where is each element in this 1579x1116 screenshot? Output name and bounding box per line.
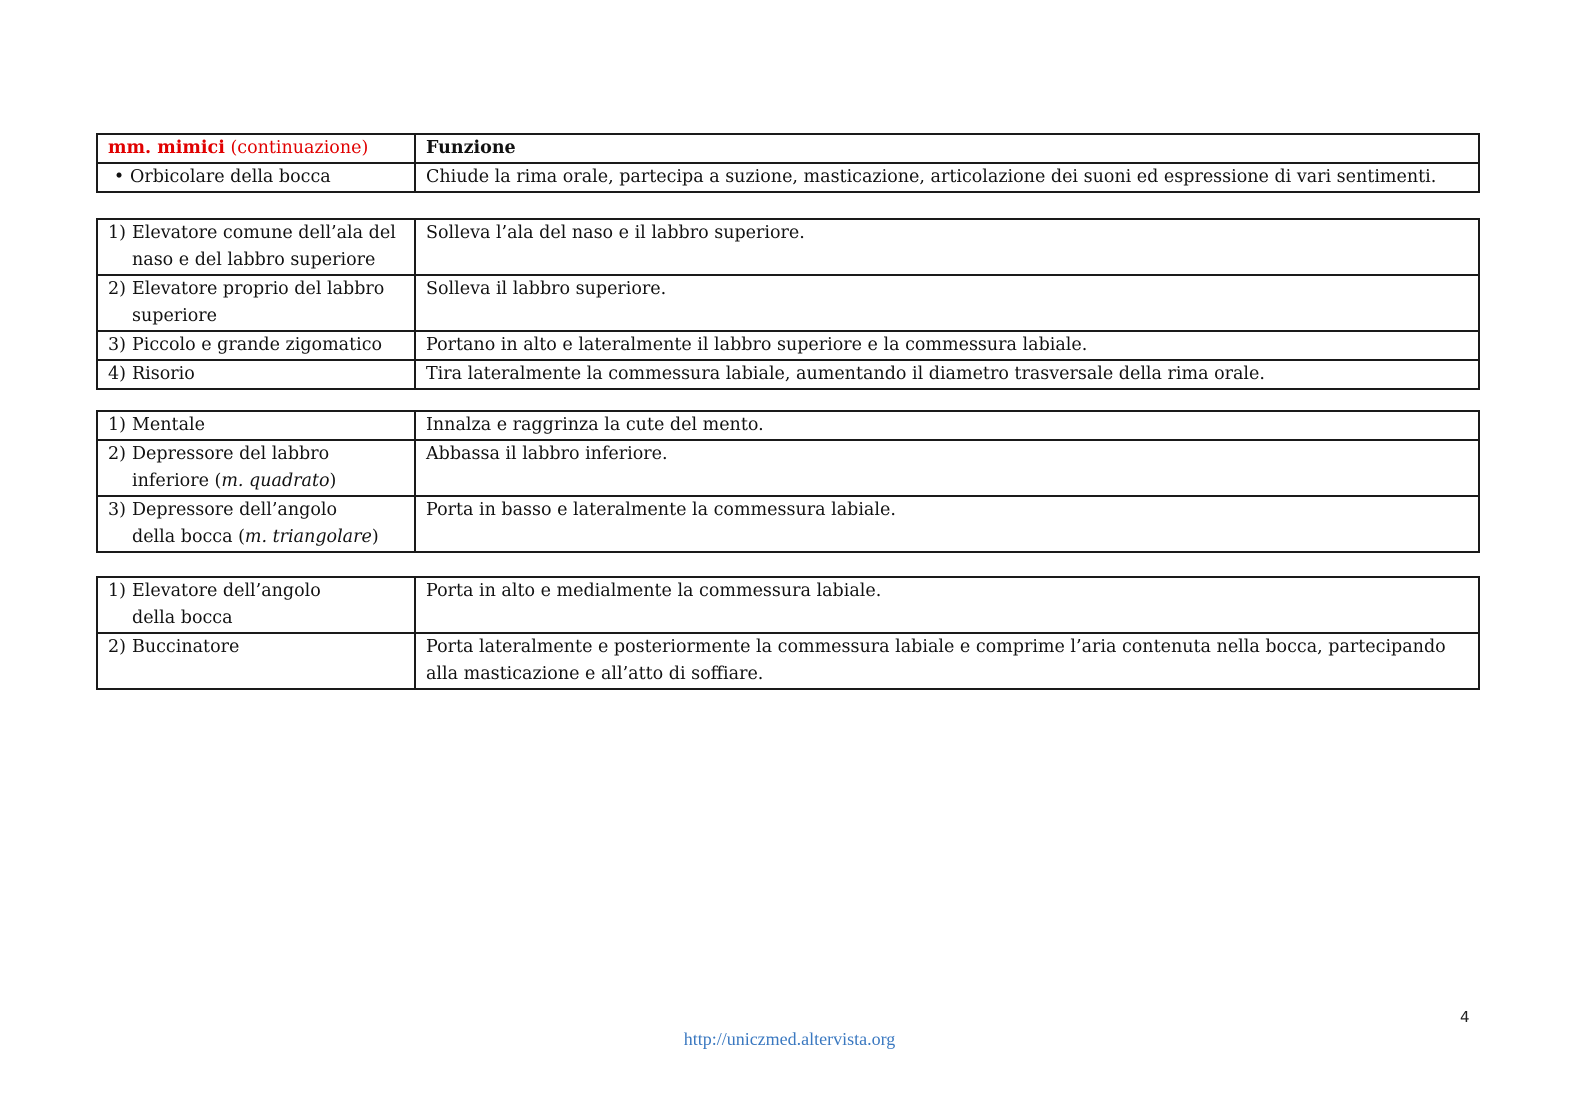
table-row [97, 496, 1479, 552]
function-text: Chiude la rima orale, partecipa a suzione, masticazione, articolazione dei suoni ed espressione di vari sentimenti. [426, 167, 1437, 187]
muscle-cell [97, 163, 415, 192]
muscle-group-heading [97, 134, 415, 163]
row-number: 2) [108, 444, 126, 464]
table-row [97, 360, 1479, 389]
muscle-name: Mentale [132, 415, 205, 435]
table-row [97, 331, 1479, 360]
table-row [97, 219, 1479, 275]
muscle-name: Depressore dell’angolo [132, 500, 337, 520]
function-heading-cell [415, 134, 1479, 163]
muscle-alias: m. quadrato [221, 471, 330, 491]
row-number: 4) [108, 364, 126, 384]
page-number: 4 [1460, 1008, 1470, 1026]
table-row [97, 577, 1479, 633]
function-cell [415, 411, 1479, 440]
function-text: Porta in alto e medialmente la commessura labiale. [426, 581, 882, 601]
table-row [97, 440, 1479, 496]
function-text: Porta in basso e lateralmente la commessura labiale. [426, 500, 896, 520]
muscle-alias: m. triangolare [244, 527, 372, 547]
function-text: Portano in alto e lateralmente il labbro superiore e la commessura labiale. [426, 335, 1088, 355]
muscle-cell [97, 440, 415, 496]
row-number: 3) [108, 335, 126, 355]
function-cell [415, 219, 1479, 275]
muscle-name: Buccinatore [132, 637, 240, 657]
muscle-name-continued: naso e del labbro superiore [132, 250, 376, 270]
row-number: 3) [108, 500, 126, 520]
muscle-name: Risorio [132, 364, 195, 384]
muscle-name-continued: della bocca [132, 608, 233, 628]
row-number: 2) [108, 637, 126, 657]
muscle-name-continued: superiore [132, 306, 218, 326]
muscle-cell [97, 633, 415, 689]
muscle-name-close: ) [329, 471, 337, 491]
function-cell [415, 633, 1479, 689]
muscle-cell [97, 411, 415, 440]
muscle-cell [97, 496, 415, 552]
row-number: 1) [108, 223, 126, 243]
function-cell [415, 577, 1479, 633]
muscle-name-part: della bocca ( [132, 527, 245, 547]
muscle-cell [97, 275, 415, 331]
upper-lip-table [96, 218, 1480, 390]
muscle-name-part: inferiore ( [132, 471, 222, 491]
muscle-name-close: ) [371, 527, 379, 547]
function-cell [415, 163, 1479, 192]
lower-lip-table [96, 410, 1480, 553]
muscle-name: Elevatore dell’angolo [132, 581, 321, 601]
mouth-angle-table [96, 576, 1480, 690]
footer-link[interactable]: http://uniczmed.altervista.org [683, 1029, 896, 1049]
muscle-group-title: mm. mimici [108, 138, 225, 158]
table-row [97, 275, 1479, 331]
muscle-cell [97, 331, 415, 360]
muscle-cell [97, 577, 415, 633]
header-table [96, 133, 1480, 193]
function-heading: Funzione [426, 138, 516, 158]
muscle-name: Elevatore proprio del labbro [132, 279, 385, 299]
function-cell [415, 496, 1479, 552]
muscle-name: Elevatore comune dell’ala del [132, 223, 396, 243]
function-cell [415, 360, 1479, 389]
row-number: 2) [108, 279, 126, 299]
muscle-group-subtitle: (continuazione) [230, 138, 369, 158]
function-text: Solleva l’ala del naso e il labbro superiore. [426, 223, 805, 243]
function-text: Solleva il labbro superiore. [426, 279, 667, 299]
function-cell [415, 275, 1479, 331]
bullet-dot-icon: • [113, 167, 125, 187]
muscle-name: Orbicolare della bocca [130, 167, 331, 187]
muscle-cell [97, 360, 415, 389]
row-number: 1) [108, 415, 126, 435]
muscle-name-continued [108, 468, 404, 495]
function-text: Abbassa il labbro inferiore. [426, 444, 668, 464]
muscle-cell [97, 219, 415, 275]
muscle-name-continued [108, 524, 404, 551]
function-text: Porta lateralmente e posteriormente la commessura labiale e comprime l’aria contenuta nella bocca, partecipando alla masticazione e all’atto di soffiare. [426, 637, 1446, 684]
table-header-row [97, 134, 1479, 163]
table-row [97, 411, 1479, 440]
row-number: 1) [108, 581, 126, 601]
function-text: Tira lateralmente la commessura labiale, aumentando il diametro trasversale della rima orale. [426, 364, 1265, 384]
table-row [97, 163, 1479, 192]
table-row [97, 633, 1479, 689]
function-cell [415, 440, 1479, 496]
muscle-name: Depressore del labbro [132, 444, 330, 464]
muscle-name: Piccolo e grande zigomatico [132, 335, 383, 355]
function-cell [415, 331, 1479, 360]
function-text: Innalza e raggrinza la cute del mento. [426, 415, 764, 435]
